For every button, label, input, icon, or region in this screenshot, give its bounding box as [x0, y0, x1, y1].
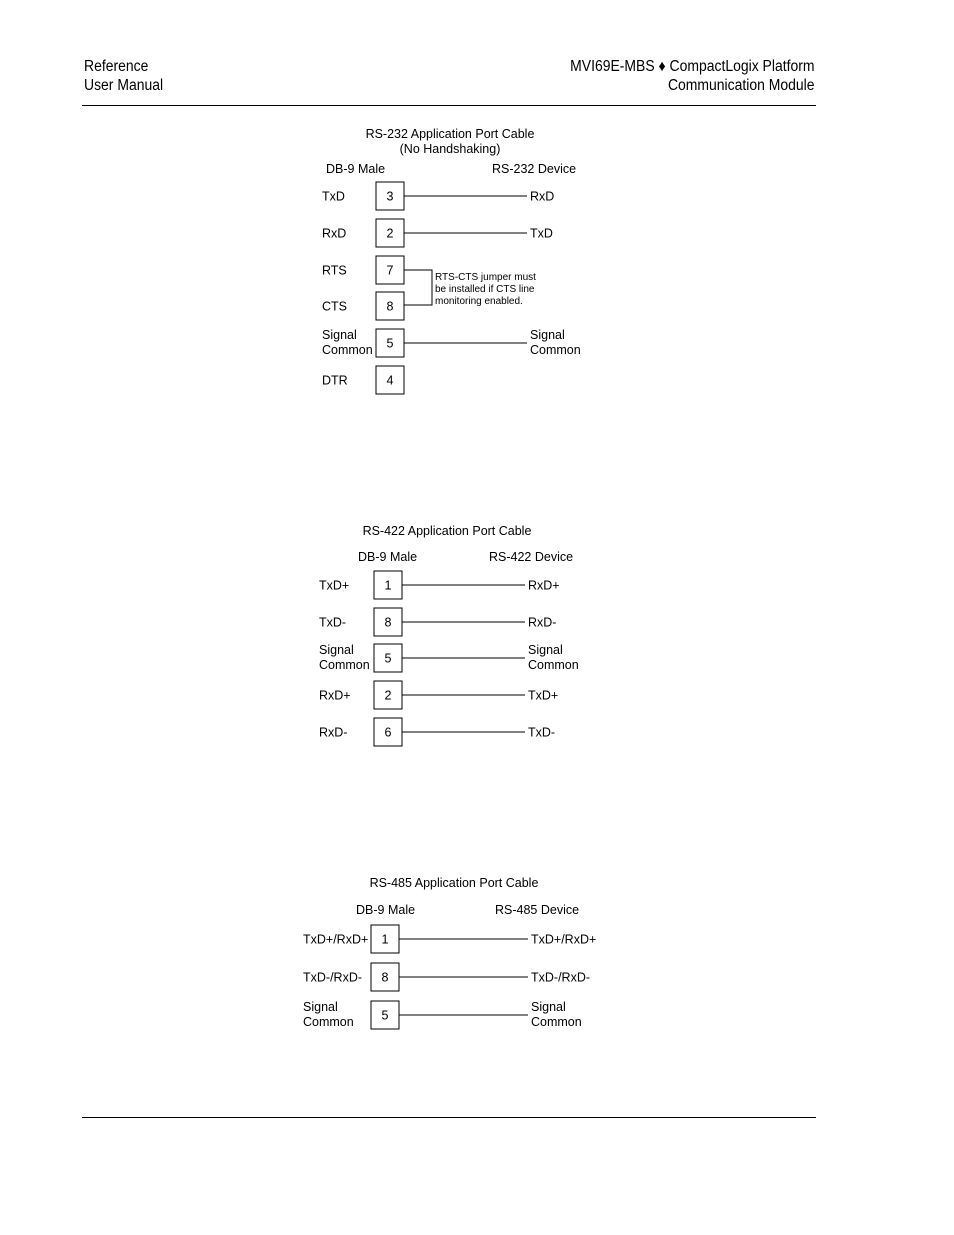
- rs422-title: RS-422 Application Port Cable: [362, 524, 532, 538]
- left-signal-label: RxD+: [319, 688, 351, 703]
- pin-number: 3: [386, 189, 394, 204]
- rs232-pin-row: [322, 182, 554, 210]
- right-signal-label: Signal: [531, 1000, 566, 1014]
- left-signal-label: TxD-/RxD-: [303, 970, 363, 985]
- right-signal-label: Signal: [530, 328, 565, 342]
- pin-number: 5: [386, 336, 394, 351]
- rs485-pin-row: [303, 1000, 582, 1029]
- pin-number: 1: [381, 932, 389, 947]
- left-signal-label: TxD+: [319, 578, 350, 593]
- right-signal-label: Signal: [528, 643, 563, 657]
- pin-number: 8: [384, 615, 392, 630]
- rs422-pin-row: [319, 571, 560, 599]
- rs232-pin-row: [322, 219, 553, 247]
- pin-number: 4: [386, 373, 394, 388]
- rs232-right-header: RS-232 Device: [492, 162, 577, 176]
- right-signal-label: TxD: [530, 226, 553, 241]
- right-signal-label: RxD-: [528, 615, 557, 630]
- header-product: MVI69E-MBS ♦ CompactLogix Platform: [569, 58, 814, 75]
- left-signal-label: Signal: [319, 643, 354, 657]
- rs422-pin-row: [319, 681, 558, 709]
- rs422-pin-row: [319, 608, 556, 636]
- left-signal-label: Signal: [303, 1000, 338, 1014]
- footer-rule: [82, 1117, 816, 1118]
- left-signal-label: TxD-: [319, 615, 347, 630]
- rs485-diagram: [303, 876, 596, 1029]
- pin-number: 5: [381, 1008, 389, 1023]
- rs485-right-header: RS-485 Device: [495, 903, 580, 917]
- left-signal-label: Common: [322, 343, 373, 357]
- pin-number: 8: [386, 299, 394, 314]
- right-signal-label: TxD-: [528, 725, 556, 740]
- header-module: Communication Module: [667, 77, 814, 94]
- header-section: Reference: [84, 58, 149, 75]
- rs232-diagram: [322, 127, 581, 394]
- rs232-title: RS-232 Application Port Cable: [365, 127, 535, 141]
- rs422-pin-row: [319, 643, 579, 672]
- left-signal-label: Signal: [322, 328, 357, 342]
- header-doc-type: User Manual: [84, 77, 164, 94]
- right-signal-label: RxD+: [528, 578, 560, 593]
- left-signal-label: Common: [303, 1015, 354, 1029]
- rs422-pin-row: [319, 718, 555, 746]
- rs232-pin-row: [322, 256, 404, 284]
- pin-number: 7: [386, 263, 394, 278]
- rs232-jumper-note-3: monitoring enabled.: [435, 296, 523, 307]
- left-signal-label: RTS: [322, 263, 347, 278]
- right-signal-label: TxD+/RxD+: [531, 932, 597, 947]
- pin-number: 1: [384, 578, 392, 593]
- rs232-jumper-note-1: RTS-CTS jumper must: [435, 272, 536, 283]
- right-signal-label: Common: [528, 658, 579, 672]
- rs485-pin-row: [303, 963, 590, 991]
- left-signal-label: TxD: [322, 189, 345, 204]
- pin-number: 2: [386, 226, 394, 241]
- rs485-title: RS-485 Application Port Cable: [369, 876, 539, 890]
- left-signal-label: TxD+/RxD+: [303, 932, 369, 947]
- right-signal-label: Common: [531, 1015, 582, 1029]
- right-signal-label: Common: [530, 343, 581, 357]
- left-signal-label: Common: [319, 658, 370, 672]
- rs232-jumper-note-2: be installed if CTS line: [435, 284, 535, 295]
- rs232-pin-row: [322, 328, 581, 357]
- pin-number: 8: [381, 970, 389, 985]
- pin-number: 2: [384, 688, 392, 703]
- rs232-jumper-bracket: [404, 270, 432, 305]
- rs422-left-header: DB-9 Male: [358, 550, 418, 564]
- right-signal-label: TxD-/RxD-: [531, 970, 591, 985]
- rs232-pin-row: [322, 292, 404, 320]
- pin-number: 5: [384, 651, 392, 666]
- left-signal-label: RxD: [322, 226, 347, 241]
- rs232-pin-row: [322, 366, 404, 394]
- right-signal-label: RxD: [530, 189, 555, 204]
- rs485-left-header: DB-9 Male: [356, 903, 416, 917]
- rs422-right-header: RS-422 Device: [489, 550, 574, 564]
- rs232-subtitle: (No Handshaking): [399, 142, 501, 156]
- right-signal-label: TxD+: [528, 688, 559, 703]
- rs485-pin-row: [303, 925, 596, 953]
- left-signal-label: DTR: [322, 373, 348, 388]
- rs232-left-header: DB-9 Male: [326, 162, 386, 176]
- left-signal-label: CTS: [322, 299, 347, 314]
- left-signal-label: RxD-: [319, 725, 348, 740]
- pin-number: 6: [384, 725, 392, 740]
- rs422-diagram: [319, 524, 579, 746]
